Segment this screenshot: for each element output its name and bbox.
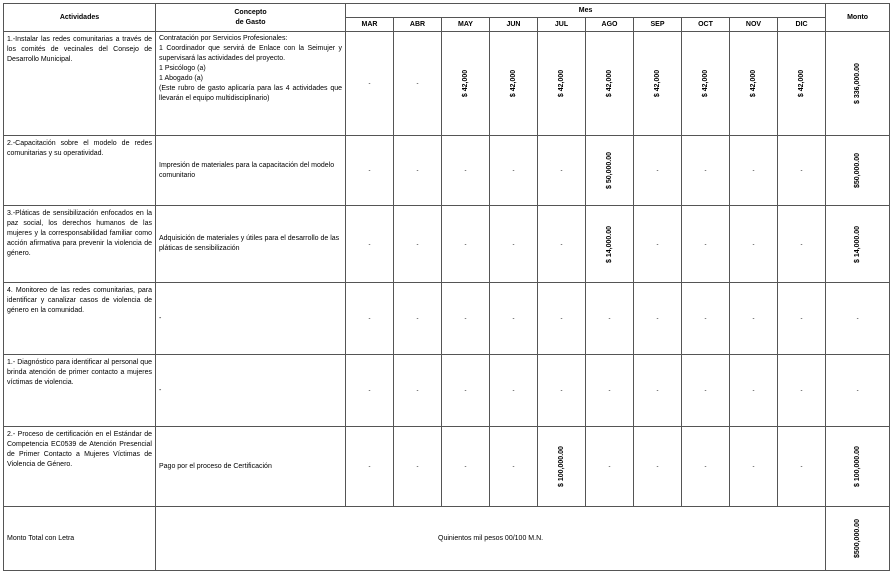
empty-value: - <box>368 168 371 174</box>
table-row <box>4 206 890 283</box>
empty-value: - <box>856 388 859 394</box>
empty-value: - <box>704 168 707 174</box>
month-cell-may <box>442 32 490 136</box>
month-header-sep: SEP <box>634 18 682 32</box>
month-cell-oct <box>682 206 730 283</box>
empty-value: - <box>368 316 371 322</box>
empty-value: - <box>512 388 515 394</box>
empty-value: - <box>800 168 803 174</box>
month-cell-abr <box>394 136 442 206</box>
month-cell-sep <box>634 427 682 507</box>
monto-cell <box>826 427 890 507</box>
monto-value: $ 14,000.00 <box>854 225 862 263</box>
monto-cell <box>826 32 890 136</box>
month-cell-oct <box>682 32 730 136</box>
empty-value: - <box>512 241 515 248</box>
month-header-may: MAY <box>442 18 490 32</box>
month-cell-sep <box>634 206 682 283</box>
empty-value: - <box>752 168 755 174</box>
month-cell-ago <box>586 206 634 283</box>
month-cell-jun <box>490 206 538 283</box>
empty-value: - <box>416 316 419 322</box>
month-cell-jul <box>538 355 586 427</box>
amount-value: $ 42,000 <box>510 69 517 98</box>
concept-line: Contratación por Servicios Profesionales: <box>159 35 288 42</box>
month-cell-jun <box>490 283 538 355</box>
month-header-oct: OCT <box>682 18 730 32</box>
empty-value: - <box>368 388 371 394</box>
month-cell-mar <box>346 355 394 427</box>
concept-line: Adquisición de materiales y útiles para el desarrollo de las pláticas de sensibilización <box>159 235 340 252</box>
empty-value: - <box>752 464 755 470</box>
empty-value: - <box>416 168 419 174</box>
concept-cell <box>156 32 346 136</box>
monto-value: $ 100,000.00 <box>854 446 862 487</box>
header-monto: Monto <box>826 4 890 32</box>
header-mes: Mes <box>346 4 826 18</box>
amount-value: $ 100,000.00 <box>558 446 565 487</box>
empty-value: - <box>752 241 755 248</box>
empty-value: - <box>704 464 707 470</box>
month-cell-nov <box>730 283 778 355</box>
concept-line: Pago por el proceso de Certificación <box>159 462 272 470</box>
activity-cell: 1.-Instalar las redes comunitarias a través de los comités de vecinales del Consejo de Desarrollo Municipal. <box>4 32 156 136</box>
month-cell-mar <box>346 206 394 283</box>
empty-value: - <box>752 388 755 394</box>
footer-label: Monto Total con Letra <box>4 507 156 571</box>
empty-value: - <box>368 464 371 470</box>
monto-cell <box>826 206 890 283</box>
month-cell-jul <box>538 283 586 355</box>
empty-value: - <box>608 316 611 322</box>
month-header-jun: JUN <box>490 18 538 32</box>
budget-table <box>3 3 890 571</box>
table-row <box>4 355 890 427</box>
activity-cell: 4. Monitoreo de las redes comunitarias, para identificar y canalizar casos de violencia de género en la comunidad. <box>4 283 156 355</box>
empty-value: - <box>656 464 659 470</box>
footer-letra: Quinientos mil pesos 00/100 M.N. <box>156 507 826 571</box>
monto-cell <box>826 136 890 206</box>
header-actividades: Actividades <box>4 4 156 32</box>
empty-value: - <box>464 388 467 394</box>
empty-value: - <box>656 241 659 248</box>
month-cell-mar <box>346 136 394 206</box>
month-cell-jul <box>538 32 586 136</box>
month-cell-jul <box>538 427 586 507</box>
month-cell-abr <box>394 32 442 136</box>
month-cell-abr <box>394 283 442 355</box>
empty-value: - <box>560 388 563 394</box>
table-row <box>4 283 890 355</box>
footer-total: $500,000.00 <box>854 519 862 558</box>
month-cell-sep <box>634 355 682 427</box>
amount-value: $ 42,000 <box>462 69 469 98</box>
month-header-dic: DIC <box>778 18 826 32</box>
table-row <box>4 427 890 507</box>
activity-cell: 2.-Capacitación sobre el modelo de redes comunitarias y su operatividad. <box>4 136 156 206</box>
month-cell-ago <box>586 136 634 206</box>
month-cell-ago <box>586 283 634 355</box>
month-cell-dic <box>778 355 826 427</box>
monto-cell <box>826 283 890 355</box>
amount-value: $ 42,000 <box>702 69 709 98</box>
empty-value: - <box>800 316 803 322</box>
month-cell-nov <box>730 427 778 507</box>
month-cell-may <box>442 355 490 427</box>
amount-value: $ 42,000 <box>750 69 757 98</box>
empty-value: - <box>560 316 563 322</box>
month-cell-nov <box>730 355 778 427</box>
amount-value: $ 42,000 <box>558 69 565 98</box>
monto-value: $50,000.00 <box>854 152 862 189</box>
month-cell-mar <box>346 283 394 355</box>
concept-cell <box>156 136 346 206</box>
empty-value: - <box>856 316 859 322</box>
concept-line: Impresión de materiales para la capacitación del modelo comunitario <box>159 161 335 179</box>
empty-value: - <box>800 464 803 470</box>
empty-value: - <box>704 241 707 248</box>
empty-value: - <box>656 316 659 322</box>
empty-value: - <box>608 464 611 470</box>
footer-total-cell <box>826 507 890 571</box>
month-cell-oct <box>682 136 730 206</box>
month-cell-oct <box>682 355 730 427</box>
amount-value: $ 14,000.00 <box>605 225 613 263</box>
amount-value: $ 42,000 <box>606 69 613 98</box>
amount-value: $ 50,000.00 <box>605 152 613 189</box>
empty-value: - <box>800 241 803 248</box>
month-cell-sep <box>634 136 682 206</box>
month-header-abr: ABR <box>394 18 442 32</box>
empty-value: - <box>752 316 755 322</box>
empty-value: - <box>464 241 467 248</box>
table-row <box>4 136 890 206</box>
monto-cell <box>826 355 890 427</box>
empty-value: - <box>512 464 515 470</box>
month-cell-dic <box>778 206 826 283</box>
concept-line: 1 Abogado (a) <box>159 75 203 82</box>
month-cell-oct <box>682 427 730 507</box>
concept-cell <box>156 283 346 355</box>
month-header-ago: AGO <box>586 18 634 32</box>
concept-line: 1 Coordinador que servirá de Enlace con la Seimujer y supervisará las actividades del proyecto. <box>159 45 342 62</box>
empty-value: - <box>464 464 467 470</box>
month-cell-jun <box>490 427 538 507</box>
amount-value: $ 42,000 <box>798 69 806 98</box>
empty-value: - <box>704 388 707 394</box>
empty-value: - <box>704 316 707 322</box>
empty-value: - <box>416 81 419 87</box>
empty-value: - <box>560 241 563 248</box>
table-row <box>4 32 890 136</box>
month-cell-nov <box>730 136 778 206</box>
header-concepto <box>156 4 346 32</box>
concept-cell <box>156 355 346 427</box>
month-cell-nov <box>730 206 778 283</box>
month-cell-jun <box>490 32 538 136</box>
concept-line: - <box>159 314 162 322</box>
empty-value: - <box>416 464 419 470</box>
month-cell-jun <box>490 136 538 206</box>
month-cell-dic <box>778 136 826 206</box>
month-cell-jun <box>490 355 538 427</box>
month-header-nov: NOV <box>730 18 778 32</box>
month-cell-jul <box>538 206 586 283</box>
empty-value: - <box>656 388 659 394</box>
empty-value: - <box>560 168 563 174</box>
monto-value: $ 336,000.00 <box>854 63 862 104</box>
month-cell-abr <box>394 355 442 427</box>
month-cell-may <box>442 136 490 206</box>
empty-value: - <box>416 388 419 394</box>
month-cell-nov <box>730 32 778 136</box>
month-cell-abr <box>394 206 442 283</box>
empty-value: - <box>656 168 659 174</box>
month-cell-ago <box>586 355 634 427</box>
concept-cell <box>156 427 346 507</box>
month-cell-dic <box>778 427 826 507</box>
empty-value: - <box>464 316 467 322</box>
empty-value: - <box>608 388 611 394</box>
activity-cell: 2.- Proceso de certificación en el Estándar de Competencia EC0539 de Atención Presencial de Primer Contacto a Mujeres Víctimas de Violencia de Género. <box>4 427 156 507</box>
empty-value: - <box>464 168 467 174</box>
empty-value: - <box>800 388 803 394</box>
month-cell-dic <box>778 32 826 136</box>
header-concepto-label: Concepto de Gasto <box>234 8 267 26</box>
month-cell-mar <box>346 427 394 507</box>
month-cell-dic <box>778 283 826 355</box>
empty-value: - <box>368 241 371 248</box>
month-cell-may <box>442 427 490 507</box>
empty-value: - <box>512 168 515 174</box>
month-cell-ago <box>586 32 634 136</box>
month-cell-jul <box>538 136 586 206</box>
concept-line: 1 Psicólogo (a) <box>159 65 206 72</box>
month-cell-ago <box>586 427 634 507</box>
month-cell-abr <box>394 427 442 507</box>
month-cell-mar <box>346 32 394 136</box>
concept-line: (Este rubro de gasto aplicaría para las 4 actividades que llevarán el equipo multidisciplinario) <box>159 85 342 102</box>
empty-value: - <box>368 81 371 87</box>
activity-cell: 3.-Pláticas de sensibilización enfocados en la paz social, los derechos humanos de las mujeres y la corresponsabilidad familiar como acción afirmativa para prevenir la violencia de género. <box>4 206 156 283</box>
month-cell-may <box>442 206 490 283</box>
month-cell-sep <box>634 32 682 136</box>
empty-value: - <box>416 241 419 248</box>
month-cell-sep <box>634 283 682 355</box>
concept-line: - <box>159 386 162 394</box>
month-cell-oct <box>682 283 730 355</box>
amount-value: $ 42,000 <box>654 69 661 98</box>
activity-cell: 1.- Diagnóstico para identificar al personal que brinda atención de primer contacto a mujeres víctimas de violencia. <box>4 355 156 427</box>
month-header-jul: JUL <box>538 18 586 32</box>
month-cell-may <box>442 283 490 355</box>
concept-cell <box>156 206 346 283</box>
month-header-mar: MAR <box>346 18 394 32</box>
empty-value: - <box>512 316 515 322</box>
